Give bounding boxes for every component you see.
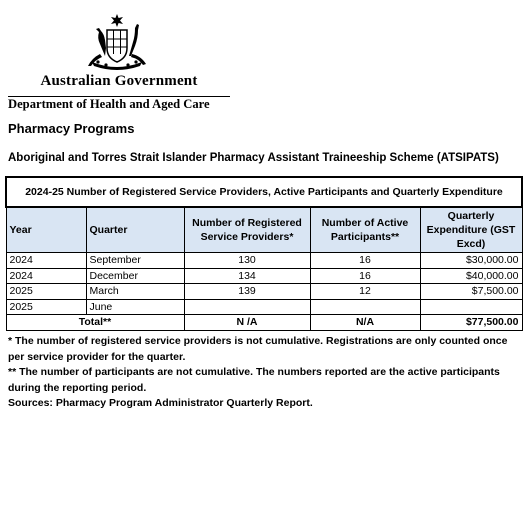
cell-expenditure <box>420 299 522 315</box>
cell-year: 2024 <box>6 268 86 284</box>
government-name: Australian Government <box>40 73 198 89</box>
department-name: Department of Health and Aged Care <box>8 97 210 111</box>
government-logo <box>8 14 230 110</box>
cell-expenditure: $7,500.00 <box>420 284 522 300</box>
cell-year: 2025 <box>6 284 86 300</box>
column-header-quarter: Quarter <box>86 207 184 253</box>
cell-participants <box>310 299 420 315</box>
cell-providers: 130 <box>184 253 310 269</box>
page-title: Pharmacy Programs <box>8 121 135 136</box>
table-caption: 2024-25 Number of Registered Service Providers, Active Participants and Quarterly Expenditure <box>6 177 522 207</box>
table-total-row <box>6 315 522 331</box>
total-participants: N/A <box>310 315 420 331</box>
cell-participants: 16 <box>310 268 420 284</box>
column-header-expenditure: Quarterly Expenditure (GST Excd) <box>420 207 522 253</box>
table-row <box>6 253 522 269</box>
column-header-participants: Number of Active Participants** <box>310 207 420 253</box>
total-expenditure: $77,500.00 <box>420 315 522 331</box>
column-header-providers: Number of Registered Service Providers* <box>184 207 310 253</box>
cell-participants: 16 <box>310 253 420 269</box>
cell-quarter: December <box>86 268 184 284</box>
cell-expenditure: $30,000.00 <box>420 253 522 269</box>
column-header-year: Year <box>6 207 86 253</box>
cell-providers: 139 <box>184 284 310 300</box>
footnote-sources: Sources: Pharmacy Program Administrator Quarterly Report. <box>8 397 313 409</box>
cell-quarter: June <box>86 299 184 315</box>
cell-year: 2025 <box>6 299 86 315</box>
footnote-participants: ** The number of participants are not cumulative. The numbers reported are the active participants during the reporting period. <box>8 366 500 394</box>
table-row <box>6 284 522 300</box>
scheme-title: Aboriginal and Torres Strait Islander Pharmacy Assistant Traineeship Scheme (ATSIPATS) <box>8 152 499 164</box>
coat-of-arms-icon <box>86 14 148 70</box>
table-row <box>6 268 522 284</box>
footnote-providers: * The number of registered service providers is not cumulative. Registrations are only counted once per service provider for the quarter. <box>8 335 508 363</box>
cell-participants: 12 <box>310 284 420 300</box>
cell-providers: 134 <box>184 268 310 284</box>
cell-quarter: September <box>86 253 184 269</box>
cell-providers <box>184 299 310 315</box>
cell-quarter: March <box>86 284 184 300</box>
total-providers: N /A <box>184 315 310 331</box>
table-row <box>6 299 522 315</box>
total-label: Total** <box>6 315 184 331</box>
table-header-row <box>6 207 522 253</box>
cell-expenditure: $40,000.00 <box>420 268 522 284</box>
expenditure-table <box>5 176 523 331</box>
cell-year: 2024 <box>6 253 86 269</box>
footnotes <box>8 334 513 412</box>
